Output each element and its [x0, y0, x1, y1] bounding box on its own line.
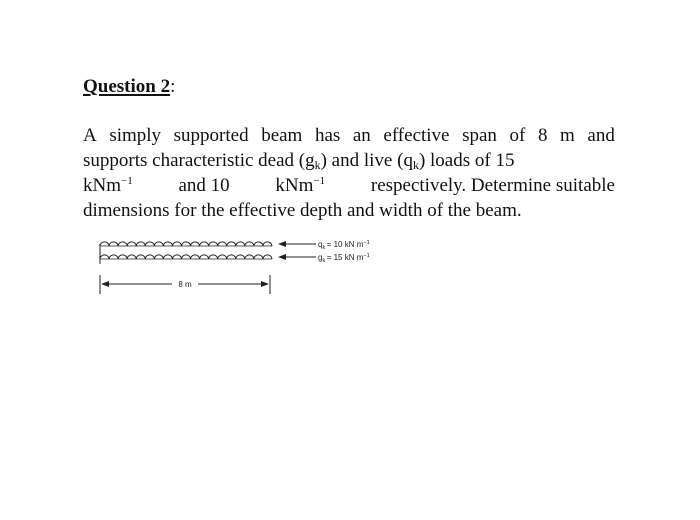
beam-load-diagram: [90, 230, 420, 300]
question-word: beam: [261, 125, 303, 146]
question-word: and: [587, 125, 615, 146]
subscript-k: k: [314, 158, 321, 172]
question-segment: [83, 148, 514, 173]
question-word: span: [462, 125, 497, 146]
span-dimension: [100, 275, 270, 294]
question-word: of: [509, 125, 526, 146]
span-arrowhead-right: [261, 281, 269, 287]
exponent: −1: [313, 175, 326, 187]
span-label: 8 m: [178, 280, 192, 289]
question-word: simply: [109, 125, 162, 146]
subscript-k: k: [412, 158, 419, 172]
live-load-udl: [100, 242, 272, 246]
question-text-part: supports characteristic dead (g: [83, 150, 315, 171]
dead-load-udl: [100, 255, 272, 259]
question-line-1: [83, 123, 615, 148]
question-text-part: respectively. Determine suitable: [370, 175, 615, 196]
question-word: effective: [383, 125, 450, 146]
udl-scallop-path: [100, 242, 272, 246]
exponent: −1: [121, 175, 133, 187]
question-line-3: [83, 173, 615, 198]
unit-kNm: [275, 173, 325, 198]
question-text-part: and 10: [178, 175, 230, 196]
live-load-leader-arrow: [278, 241, 316, 247]
unit-kNm: [83, 173, 133, 198]
span-arrowhead-left: [101, 281, 109, 287]
question-word: has: [314, 125, 341, 146]
question-text-part: ) and live (q: [320, 150, 413, 171]
unit-text: kNm: [275, 175, 314, 196]
question-word: 8: [537, 125, 548, 146]
udl-scallop-path: [100, 255, 272, 259]
beam-diagram-svg: [90, 230, 420, 300]
question-title: Question 2: [83, 76, 171, 97]
question-text: [83, 123, 615, 223]
question-word: supported: [173, 125, 249, 146]
question-line-4: dimensions for the effective depth and width of the beam.: [83, 200, 522, 221]
question-word: an: [352, 125, 371, 146]
question-word: A: [83, 125, 97, 146]
unit-text: kNm: [83, 175, 121, 196]
dead-load-label: $g_k = 15$ kN $m^{-1}$: [318, 253, 370, 264]
dead-load-leader-arrow: [278, 254, 316, 260]
question-line-2: [83, 148, 615, 173]
question-word: m: [560, 125, 575, 146]
live-load-label: $q_k = 10$ kN $m^{-1}$: [318, 240, 370, 251]
question-heading: [83, 76, 175, 98]
question-text-part: ) loads of 15: [418, 150, 515, 171]
question-title-colon: :: [170, 76, 176, 97]
